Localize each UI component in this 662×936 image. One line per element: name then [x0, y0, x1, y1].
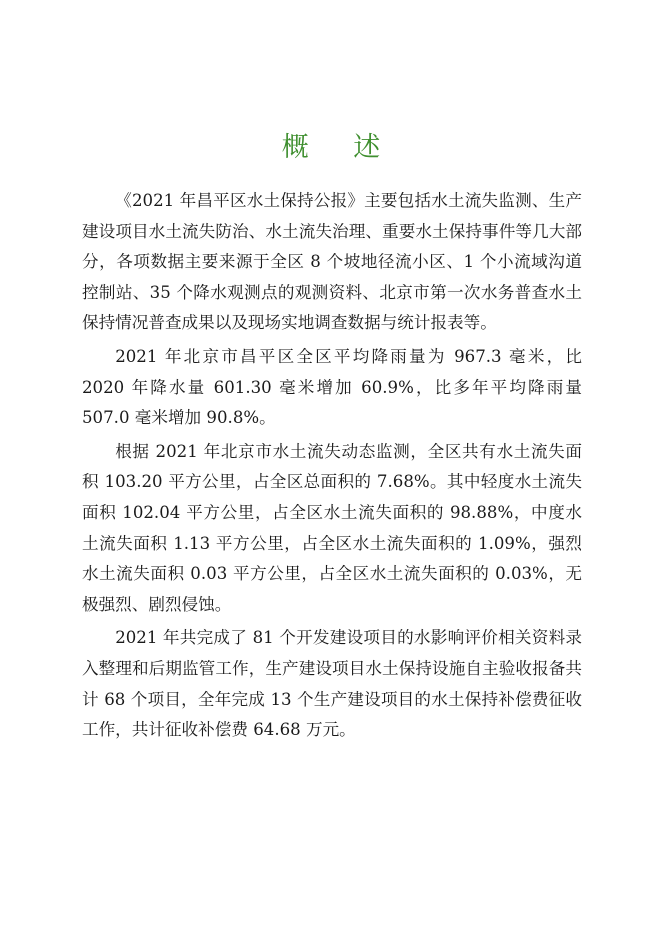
paragraph-rainfall: 2021 年北京市昌平区全区平均降雨量为 967.3 毫米，比 2020 年降水量 601.30 毫米增加 60.9%，比多年平均降雨量 507.0 毫米增加 90.8%。 [82, 346, 582, 428]
paragraph-erosion: 根据 2021 年北京市水土流失动态监测，全区共有水土流失面积 103.20 平方公里，占全区总面积的 7.68%。其中轻度水土流失面积 102.04 平方公里，占全区水土流失面积的 98.88%，中度水土流失面积 1.13 平方公里，占全区水土流失面积的 1.09%，强烈水土流失面积 0.03 平方公里，占全区水土流失面积的 0.03%，无极强烈、剧烈侵蚀。 [82, 441, 582, 614]
page-title: 概 述 [281, 132, 399, 163]
paragraph-overview: 《2021 年昌平区水土保持公报》主要包括水土流失监测、生产建设项目水土流失防治、水土流失治理、重要水土保持事件等几大部分，各项数据主要来源于全区 8 个坡地径流小区、1 个小流域沟道控制站、35 个降水观测点的观测资料、北京市第一次水务普查水土保持情况普查成果以及现场实地调查数据与统计报表等。 [82, 191, 582, 333]
body-text [82, 186, 582, 749]
paragraph-projects: 2021 年共完成了 81 个开发建设项目的水影响评价相关资料录入整理和后期监管工作，生产建设项目水土保持设施自主验收报备共计 68 个项目，全年完成 13 个生产建设项目的水土保持补偿费征收工作，共计征收补偿费 64.68 万元。 [82, 628, 582, 740]
